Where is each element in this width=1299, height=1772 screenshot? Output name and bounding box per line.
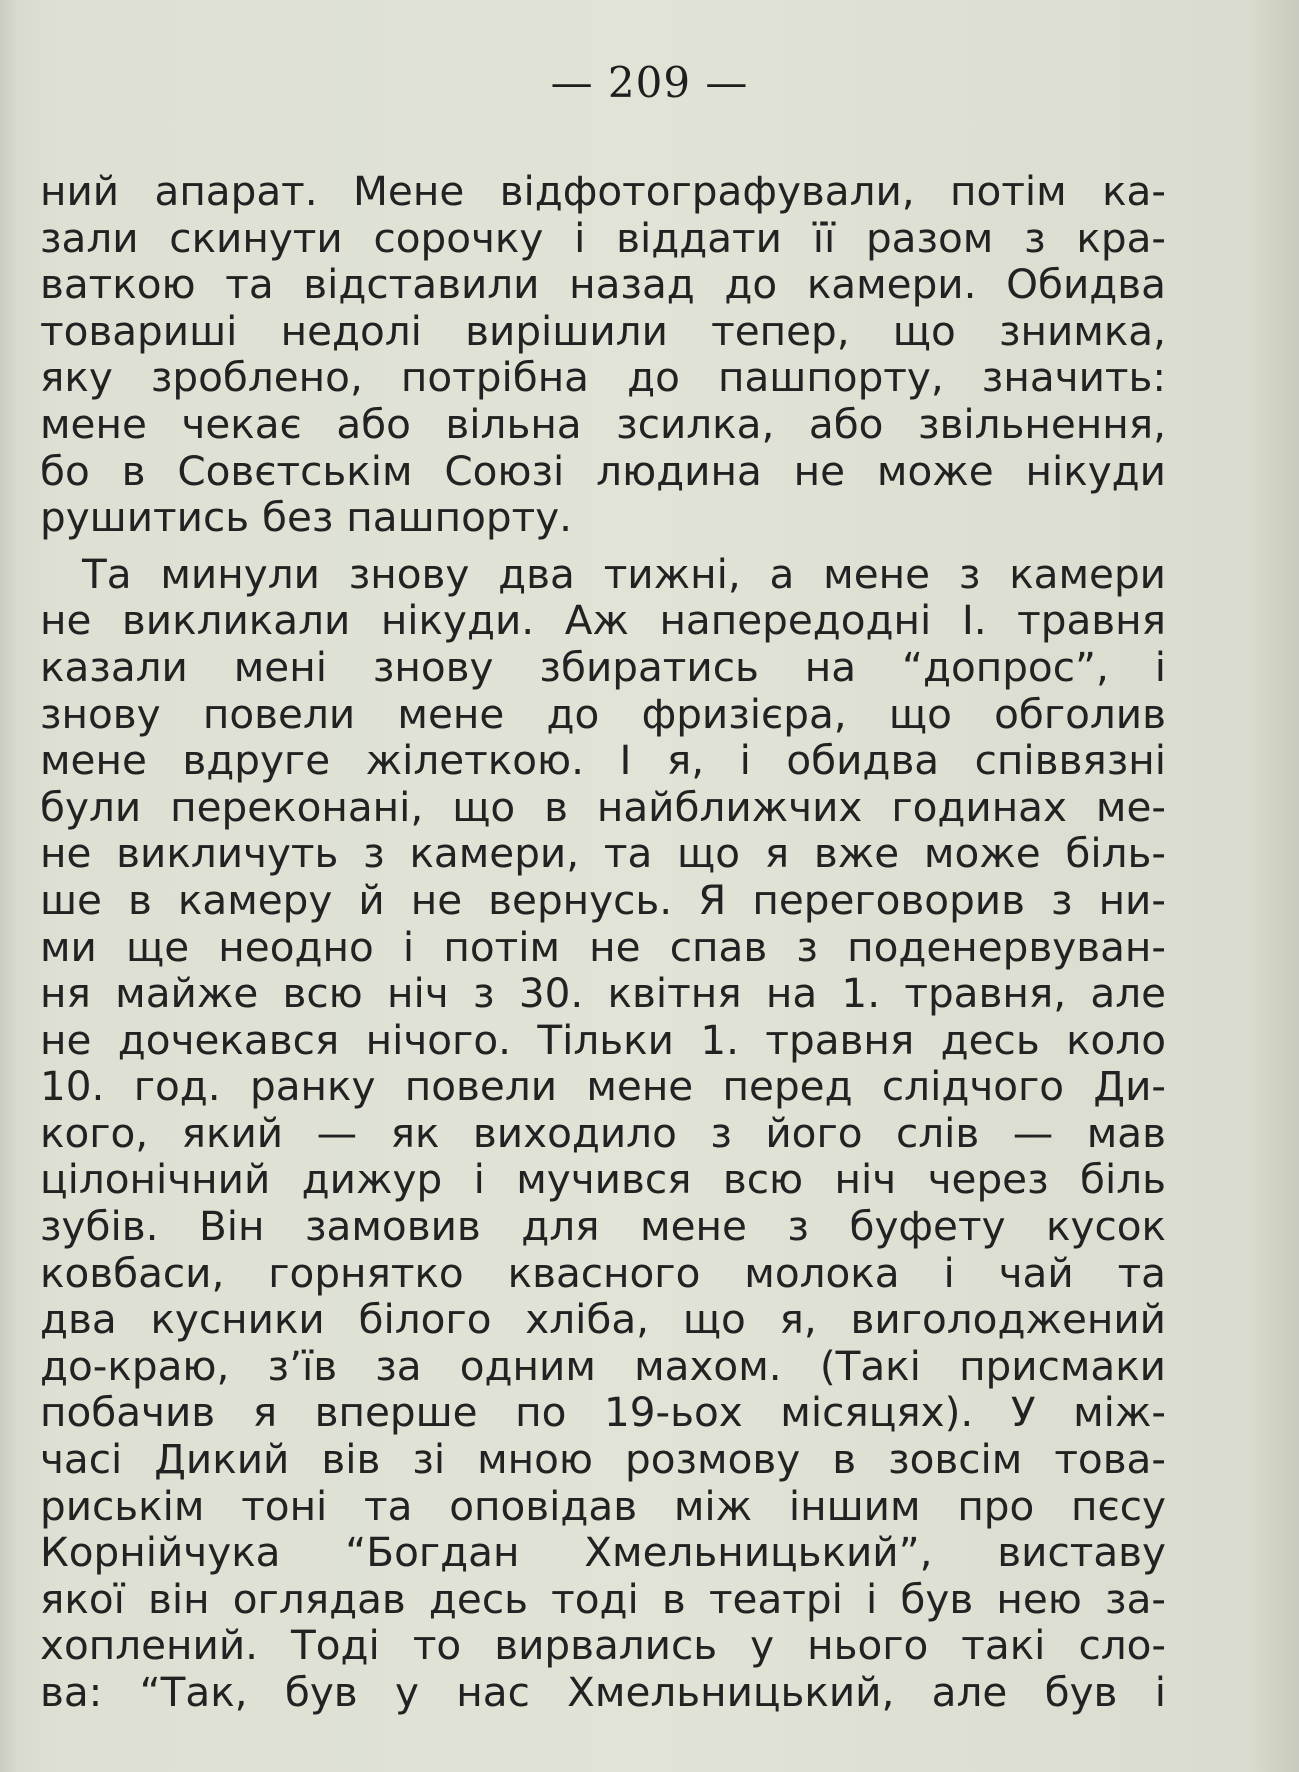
text-line: не викликали нікуди. Аж напередодні І. травня <box>40 596 1166 645</box>
text-line: ми ще неодно і потім не спав з поденервуван- <box>40 922 1166 971</box>
text-line: ний апарат. Мене відфотографували, потім ка- <box>40 167 1166 215</box>
text-line: до-краю, з’їв за одним махом. (Такі присмаки <box>40 1341 1166 1390</box>
body-text <box>40 168 1166 1716</box>
text-line: ковбаси, горнятко квасного молока і чай та <box>40 1248 1166 1297</box>
text-line: два кусники білого хліба, що я, виголоджений <box>40 1295 1166 1344</box>
text-line: Та минули знову два тижні, а мене з камери <box>82 549 1166 598</box>
text-line: зубів. Він замовив для мене з буфету кусок <box>40 1202 1166 1251</box>
text-line: казали мені знову збиратись на “допрос”, і <box>40 642 1166 691</box>
text-line: були переконані, що в найближчих годинах ме- <box>40 782 1166 831</box>
text-line: ва: “Так, був у нас Хмельницький, але був і <box>40 1668 1166 1716</box>
paragraph-1 <box>40 168 1166 541</box>
text-line: кого, який — як виходило з його слів — мав <box>40 1108 1166 1157</box>
text-line: риськім тоні та оповідав між іншим про пєсу <box>40 1481 1166 1530</box>
text-line: часі Дикий вів зі мною розмову в зовсім това- <box>40 1435 1166 1484</box>
text-line: ваткою та відставили назад до камери. Обидва <box>40 260 1166 309</box>
text-line: рушитись без пашпорту. <box>40 493 573 542</box>
text-line: хоплений. Тоді то вирвались у нього такі сло- <box>40 1621 1166 1670</box>
text-line: ше в камеру й не вернусь. Я переговорив з ни- <box>40 875 1166 924</box>
text-line: зали скинути сорочку і віддати її разом з кра- <box>40 213 1166 262</box>
text-line: бо в Совєтськім Союзі людина не може нікуди <box>40 446 1166 495</box>
text-line: мене вдруге жілеткою. І я, і обидва співвязні <box>40 736 1166 785</box>
text-line: цілонічний дижур і мучився всю ніч через біль <box>40 1155 1166 1204</box>
text-line: побачив я вперше по 19-ьох місяцях). У між- <box>40 1388 1166 1437</box>
text-line: 10. год. ранку повели мене перед слідчого Ди- <box>40 1062 1166 1111</box>
text-line: товариші недолі вирішили тепер, що знимка, <box>40 306 1166 355</box>
text-line: мене чекає або вільна зсилка, або звільнення, <box>40 399 1166 448</box>
text-line: не дочекався нічого. Тільки 1. травня десь коло <box>40 1015 1166 1064</box>
text-line: не викличуть з камери, та що я вже може біль- <box>40 829 1166 878</box>
text-line: якої він оглядав десь тоді в театрі і був нею за- <box>40 1574 1166 1623</box>
paragraph-2 <box>40 551 1166 1716</box>
page-number: — 209 — <box>550 58 749 107</box>
text-line: Корнійчука “Богдан Хмельницький”, виставу <box>40 1528 1166 1577</box>
text-line: ня майже всю ніч з 30. квітня на 1. травня, але <box>40 969 1166 1018</box>
text-line: яку зроблено, потрібна до пашпорту, значить: <box>40 353 1166 402</box>
text-line: знову повели мене до фризієра, що обголив <box>40 689 1166 738</box>
